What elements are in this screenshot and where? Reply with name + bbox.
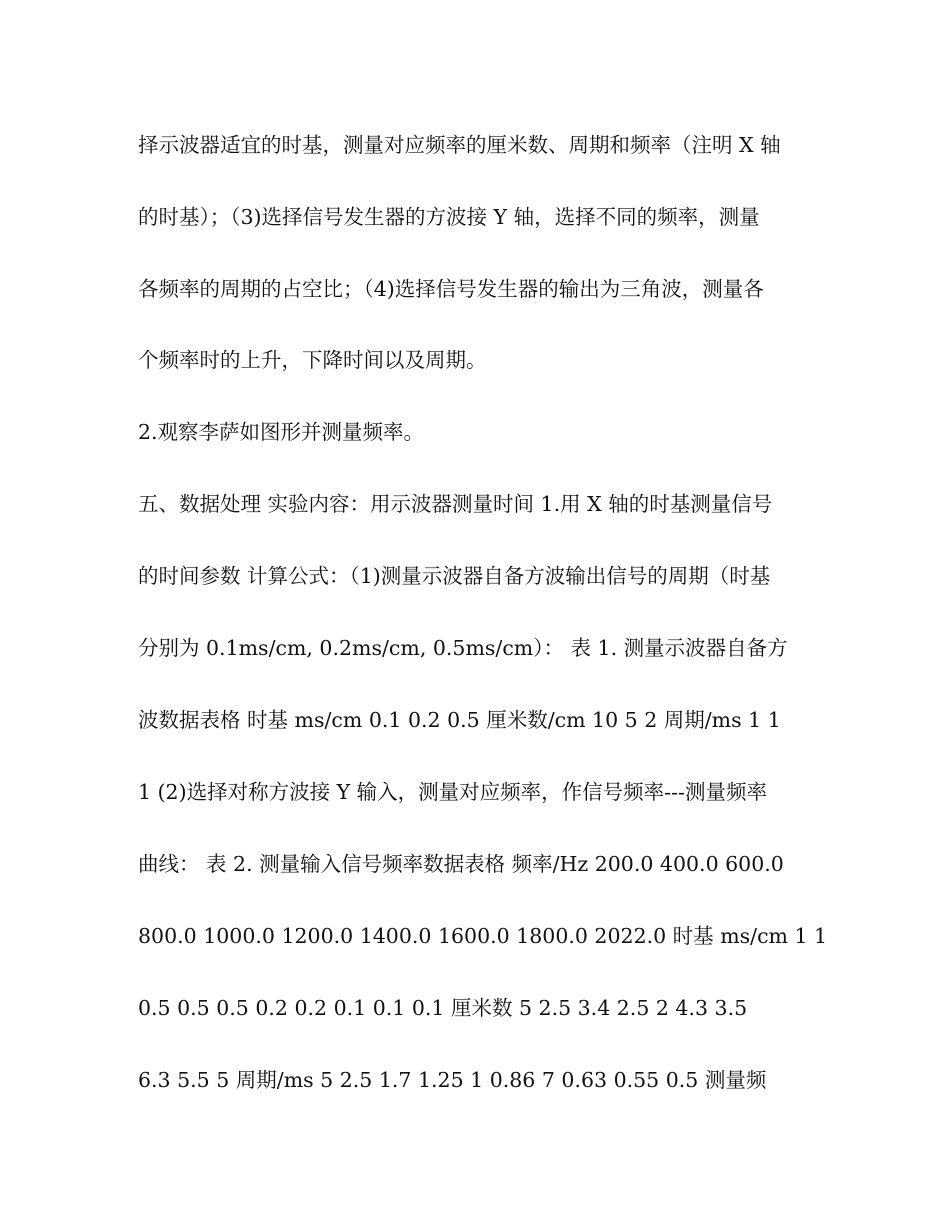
text-line: 1 (2)选择对称方波接 Y 输入，测量对应频率，作信号频率---测量频率 <box>138 780 767 804</box>
text-line: 2.观察李萨如图形并测量频率。 <box>138 420 425 444</box>
text-line: 0.5 0.5 0.5 0.2 0.2 0.1 0.1 0.1 厘米数 5 2.5 3.4 2.5 2 4.3 3.5 <box>138 996 748 1020</box>
text-line: 6.3 5.5 5 周期/ms 5 2.5 1.7 1.25 1 0.86 7 0.63 0.55 0.5 测量频 <box>138 1068 767 1092</box>
text-line: 的时基）；（3)选择信号发生器的方波接 Y 轴，选择不同的频率，测量 <box>138 205 760 229</box>
text-line: 800.0 1000.0 1200.0 1400.0 1600.0 1800.0 2022.0 时基 ms/cm 1 1 <box>138 924 828 948</box>
text-line: 曲线： 表 2. 测量输入信号频率数据表格 频率/Hz 200.0 400.0 600.0 <box>138 852 784 876</box>
text-line: 波数据表格 时基 ms/cm 0.1 0.2 0.5 厘米数/cm 10 5 2 周期/ms 1 1 <box>138 708 781 732</box>
text-line: 个频率时的上升，下降时间以及周期。 <box>138 348 487 372</box>
text-line: 的时间参数 计算公式：（1)测量示波器自备方波输出信号的周期（时基 <box>138 564 771 588</box>
text-line: 择示波器适宜的时基，测量对应频率的厘米数、周期和频率（注明 X 轴 <box>138 133 781 157</box>
text-line: 各频率的周期的占空比；（4)选择信号发生器的输出为三角波，测量各 <box>138 277 764 301</box>
text-line: 分别为 0.1ms/cm, 0.2ms/cm, 0.5ms/cm）： 表 1. 测量示波器自备方 <box>138 636 788 660</box>
text-line: 五、数据处理 实验内容：用示波器测量时间 1.用 X 轴的时基测量信号 <box>138 492 773 516</box>
